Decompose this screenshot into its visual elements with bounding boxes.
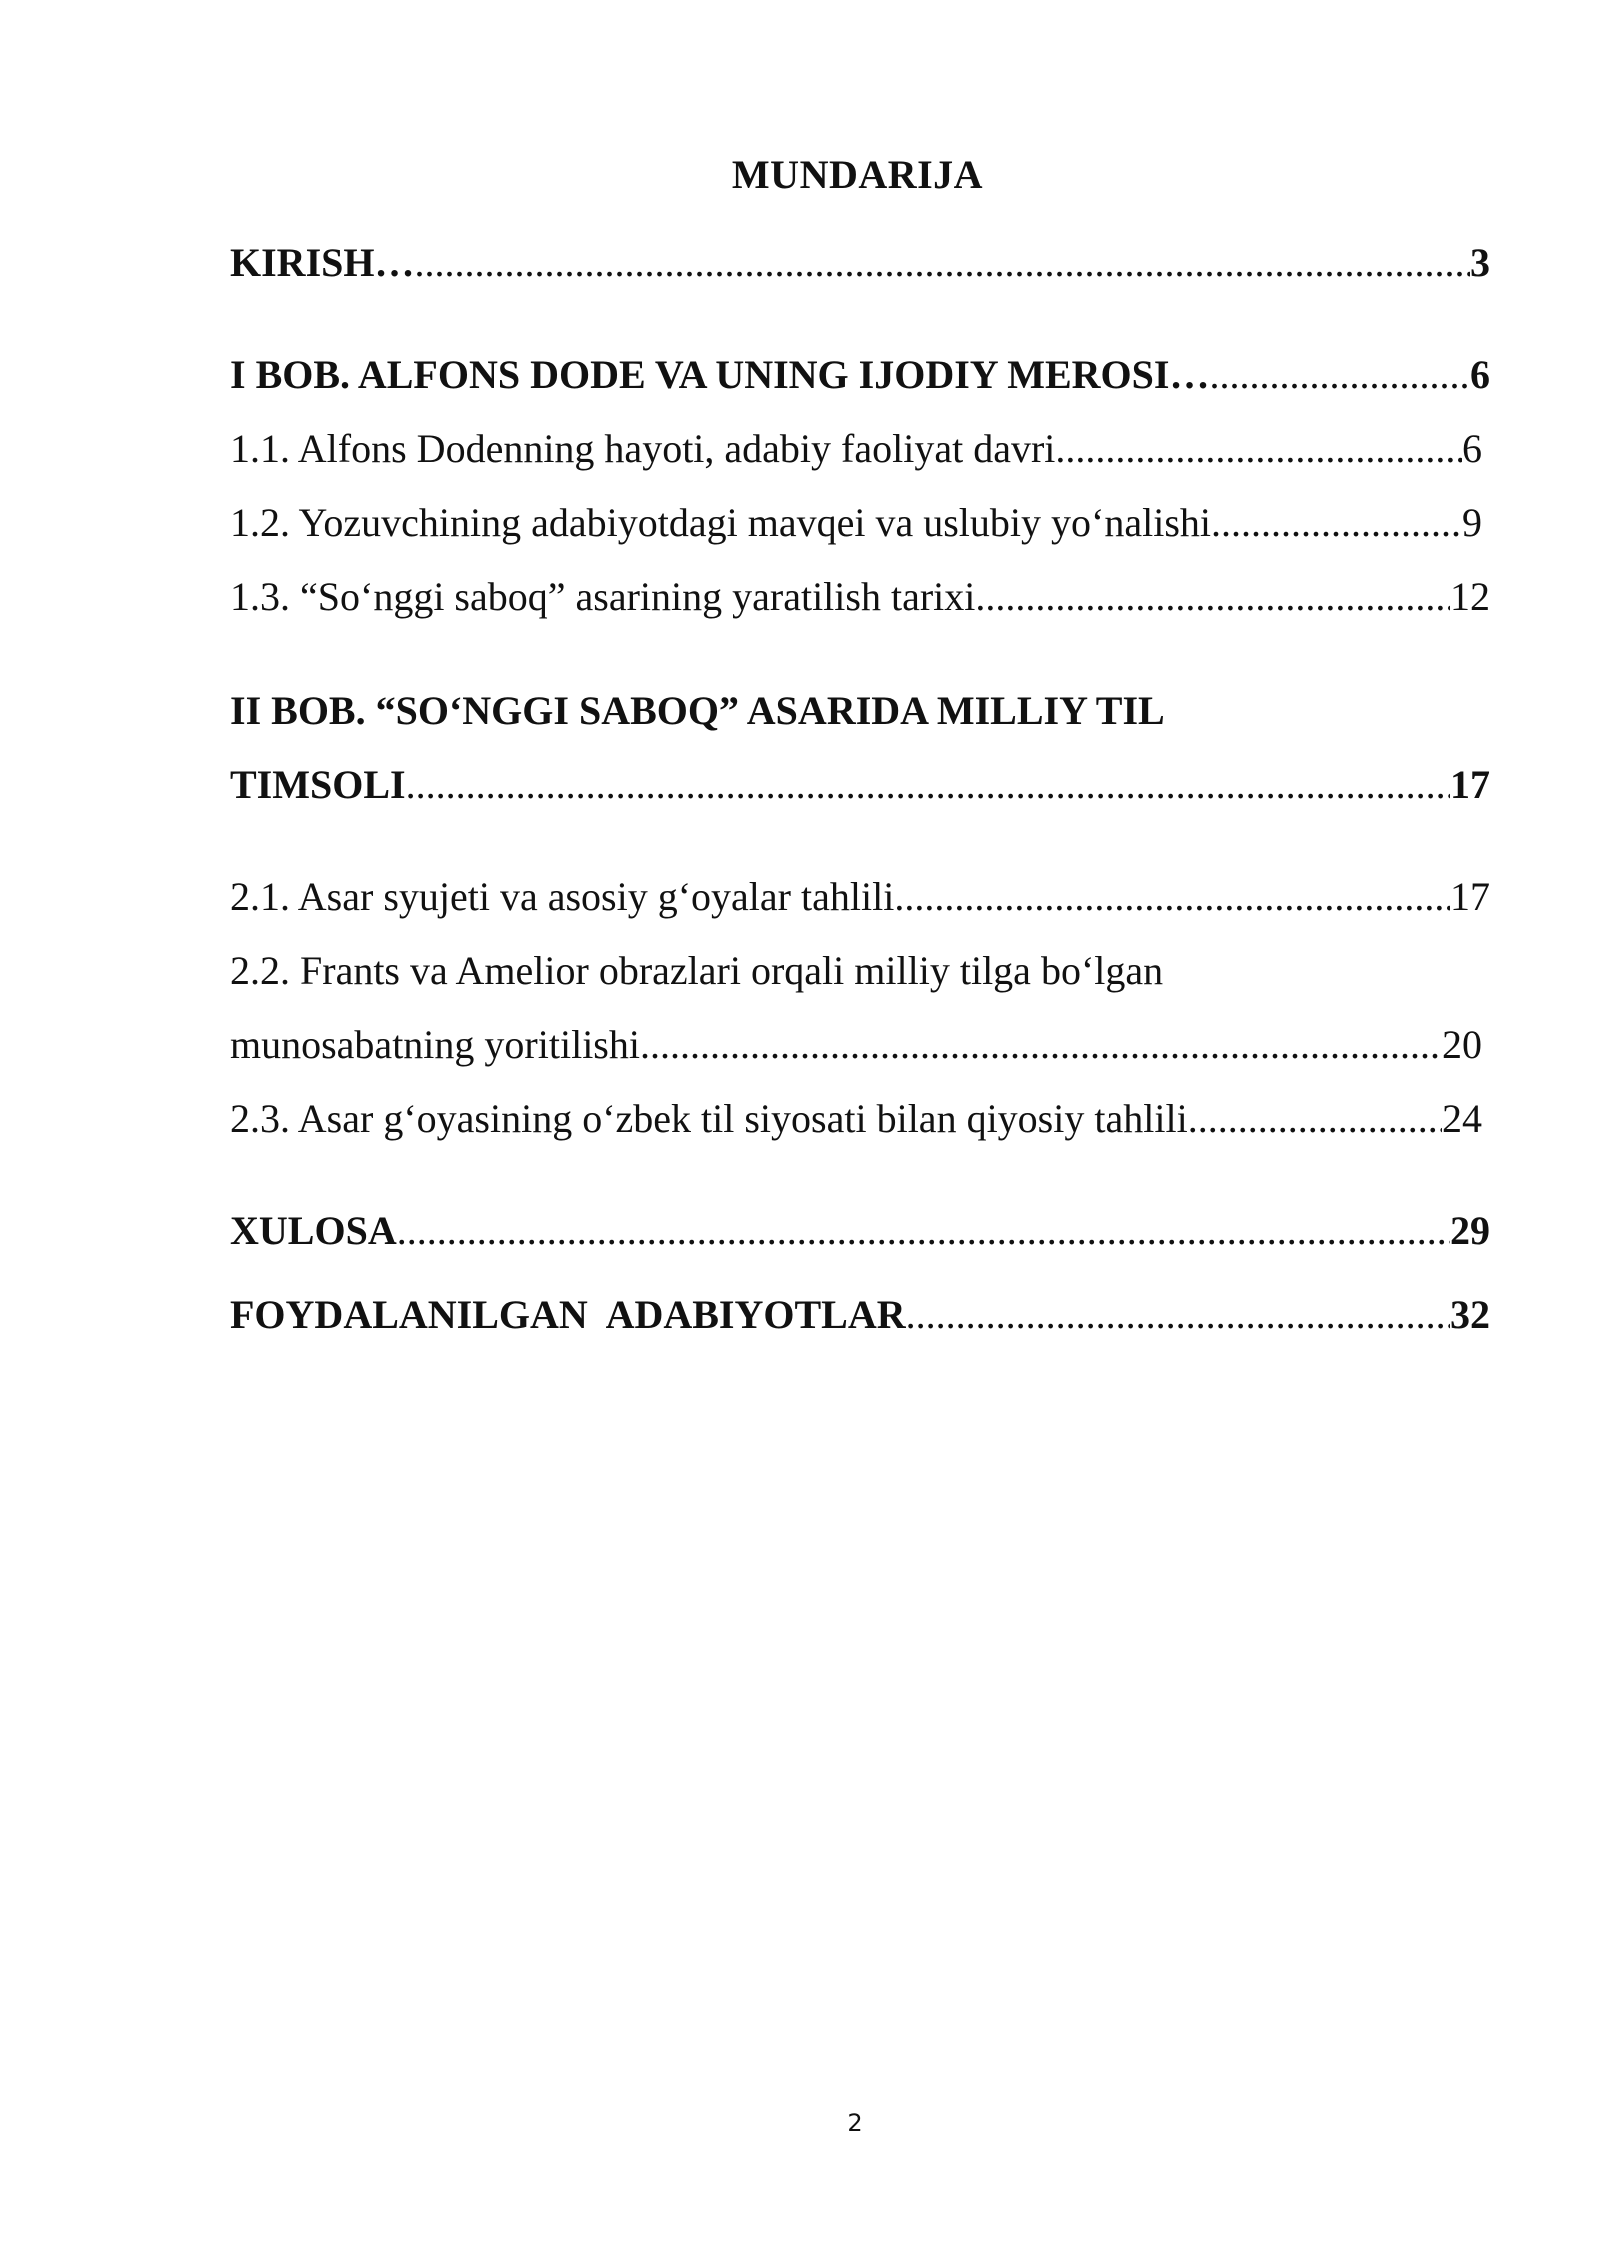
dot-leader [1188, 1094, 1442, 1144]
toc-entry-page: 3 [1470, 240, 1490, 285]
dot-leader [415, 238, 1471, 288]
toc-entry-kirish[interactable] [230, 238, 1490, 288]
dot-leader [406, 760, 1450, 810]
dot-leader [894, 872, 1450, 922]
toc-entry-label: 1.3. “So‘nggi saboq” asarining yaratilish tarixi [230, 574, 976, 619]
toc-entry-section-2-1[interactable] [230, 872, 1490, 922]
dot-leader [975, 572, 1450, 622]
toc-entry-xulosa[interactable] [230, 1206, 1490, 1256]
toc-entry-page: 6 [1462, 426, 1482, 471]
toc-entry-chapter-2[interactable] [230, 760, 1490, 810]
toc-entry-label: FOYDALANILGAN ADABIYOTLAR [230, 1292, 906, 1337]
dot-leader [1211, 498, 1462, 548]
dot-leader [397, 1206, 1450, 1256]
toc-entry-page: 17 [1450, 874, 1490, 919]
toc-entry-label: KIRISH… [230, 240, 415, 285]
toc-entry-page: 20 [1442, 1022, 1482, 1067]
toc-entry-label: 2.1. Asar syujeti va asosiy g‘oyalar tahlili [230, 874, 895, 919]
toc-entry-page: 17 [1450, 762, 1490, 807]
dot-leader [1055, 424, 1462, 474]
toc-entry-section-1-1[interactable] [230, 424, 1490, 474]
toc-entry-label: II BOB. “SO‘NGGI SABOQ” ASARIDA MILLIY TIL [230, 688, 1165, 733]
toc-entry-page: 6 [1470, 352, 1490, 397]
toc-entry-chapter-1[interactable] [230, 350, 1490, 400]
toc-entry-page: 29 [1450, 1208, 1490, 1253]
dot-leader [906, 1290, 1450, 1340]
toc-entry-section-2-2-line-1[interactable] [230, 946, 1490, 996]
toc-entry-section-1-3[interactable] [230, 572, 1490, 622]
toc-entry-section-2-2[interactable] [230, 1020, 1490, 1070]
page-number: 2 [847, 2109, 863, 2137]
toc-entry-label: 1.2. Yozuvchining adabiyotdagi mavqei va uslubiy yo‘nalishi [230, 500, 1211, 545]
toc-entry-label: I BOB. ALFONS DODE VA UNING IJODIY MEROSI… [230, 352, 1210, 397]
toc-entry-page: 12 [1450, 574, 1490, 619]
dot-leader [1209, 350, 1470, 400]
toc-entry-label: 1.1. Alfons Dodenning hayoti, adabiy faoliyat davri [230, 426, 1056, 471]
toc-entry-page: 32 [1450, 1292, 1490, 1337]
toc-entry-adabiyotlar[interactable] [230, 1290, 1490, 1340]
toc-entry-page: 9 [1462, 500, 1482, 545]
toc-entry-chapter-2-line-1[interactable] [230, 686, 1490, 736]
dot-leader [640, 1020, 1442, 1070]
toc-entry-label: 2.2. Frants va Amelior obrazlari orqali milliy tilga bo‘lgan [230, 948, 1164, 993]
page-title: MUNDARIJA [731, 152, 984, 197]
toc-entry-section-1-2[interactable] [230, 498, 1490, 548]
toc-entry-label: XULOSA [230, 1208, 397, 1253]
toc-entry-label: TIMSOLI [230, 762, 406, 807]
toc-entry-section-2-3[interactable] [230, 1094, 1490, 1144]
toc-entry-label: 2.3. Asar g‘oyasining o‘zbek til siyosati bilan qiyosiy tahlili [230, 1096, 1188, 1141]
toc-entry-label: munosabatning yoritilishi [230, 1022, 640, 1067]
toc-entry-page: 24 [1442, 1096, 1482, 1141]
